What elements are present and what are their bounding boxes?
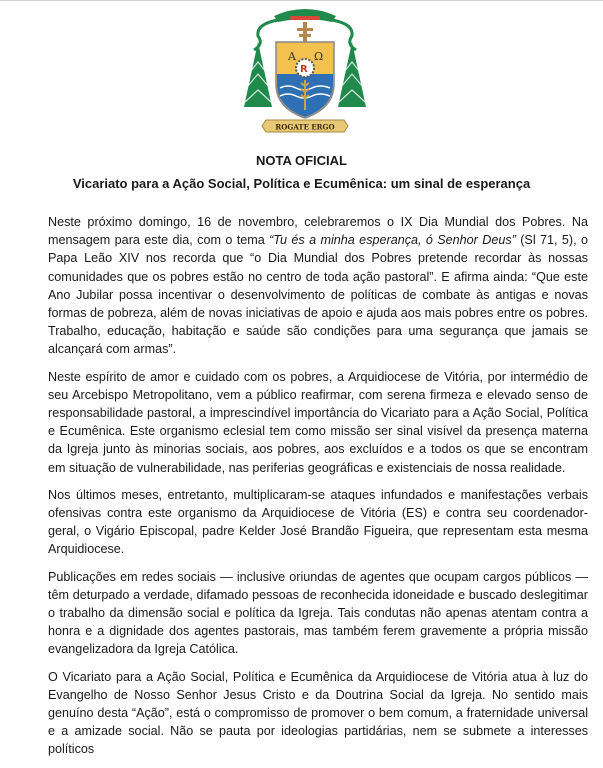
document-subtitle: Vicariato para a Ação Social, Política e Ecumênica: um sinal de esperança: [72, 176, 531, 191]
paragraph-3: Nos últimos meses, entretanto, multiplicaram-se ataques infundados e manifestações verbais ofensivas contra este organismo da Arquidiocese de Vitória (ES) e contra seu coordenador-geral, o Vigário Episcopal, padre Kelder José Brandão Figueira, que representam esta mesma Arquidiocese.: [48, 487, 588, 557]
document-body: [48, 213, 588, 768]
paragraph-4: Publicações em redes sociais — inclusive oriundas de agentes que ocupam cargos públicos — têm deturpado a verdade, difamado pessoas de reconhecida idoneidade e buscado deslegitimar o trabalho da dimensão social e política da Igreja. Tais condutas não apenas atentam contra a honra e a dignidade dos agentes pastorais, mas também ferem gravemente a própria missão evangelizadora da Igreja Católica.: [48, 569, 588, 657]
svg-text:ROGATE ERGO: ROGATE ERGO: [275, 122, 335, 132]
svg-text:Α: Α: [288, 50, 296, 63]
paragraph-5: O Vicariato para a Ação Social, Política e Ecumênica da Arquidiocese de Vitória atua à luz do Evangelho de Nosso Senhor Jesus Cristo e da Doutrina Social da Igreja. No sentido mais genuíno desta “Ação”, está o compromisso de promover o bem comum, a fraternidade universal e a amizade social. Não se pauta por ideologias partidárias, nem se submete a interesses políticos: [48, 669, 588, 757]
svg-text:R: R: [300, 64, 308, 75]
archdiocese-coat-of-arms-icon: [236, 2, 374, 136]
svg-text:Ω: Ω: [314, 50, 324, 63]
theme-quote: “Tu és a minha esperança, ó Senhor Deus”: [269, 233, 516, 248]
document-title: NOTA OFICIAL: [256, 153, 347, 168]
paragraph-1: Neste próximo domingo, 16 de novembro, celebraremos o IX Dia Mundial dos Pobres. Na mensagem para este dia, com o tema “Tu és a minha esperança, ó Senhor Deus” (Sl 71, 5), o Papa Leão XIV nos recorda que “o Dia Mundial dos Pobres pretende recordar às nossas comunidades que os pobres estão no centro de toda ação pastoral”. E afirma ainda: “Que este Ano Jubilar possa incentivar o desenvolvimento de políticas de combate às antigas e novas formas de pobreza, além de novas iniciativas de apoio e ajuda aos mais pobres entre os pobres. Trabalho, educação, habitação e saúde são condições para uma segurança que jamais se alcançará com armas”.: [48, 215, 588, 357]
paragraph-2: Neste espírito de amor e cuidado com os pobres, a Arquidiocese de Vitória, por intermédio de seu Arcebispo Metropolitano, vem a público reafirmar, com serena firmeza e elevado senso de responsabilidade pastoral, a imprescindível importância do Vicariato para a Ação Social, Política e Ecumênica. Este organismo eclesial tem como missão ser sinal visível da presença materna da Igreja junto às minorias sociais, aos pobres, aos excluídos e a todos os que se encontram em situação de vulnerabilidade, nas periferias geográficas e existenciais de nossa realidade.: [48, 369, 588, 475]
page-top-border: [0, 0, 603, 1]
